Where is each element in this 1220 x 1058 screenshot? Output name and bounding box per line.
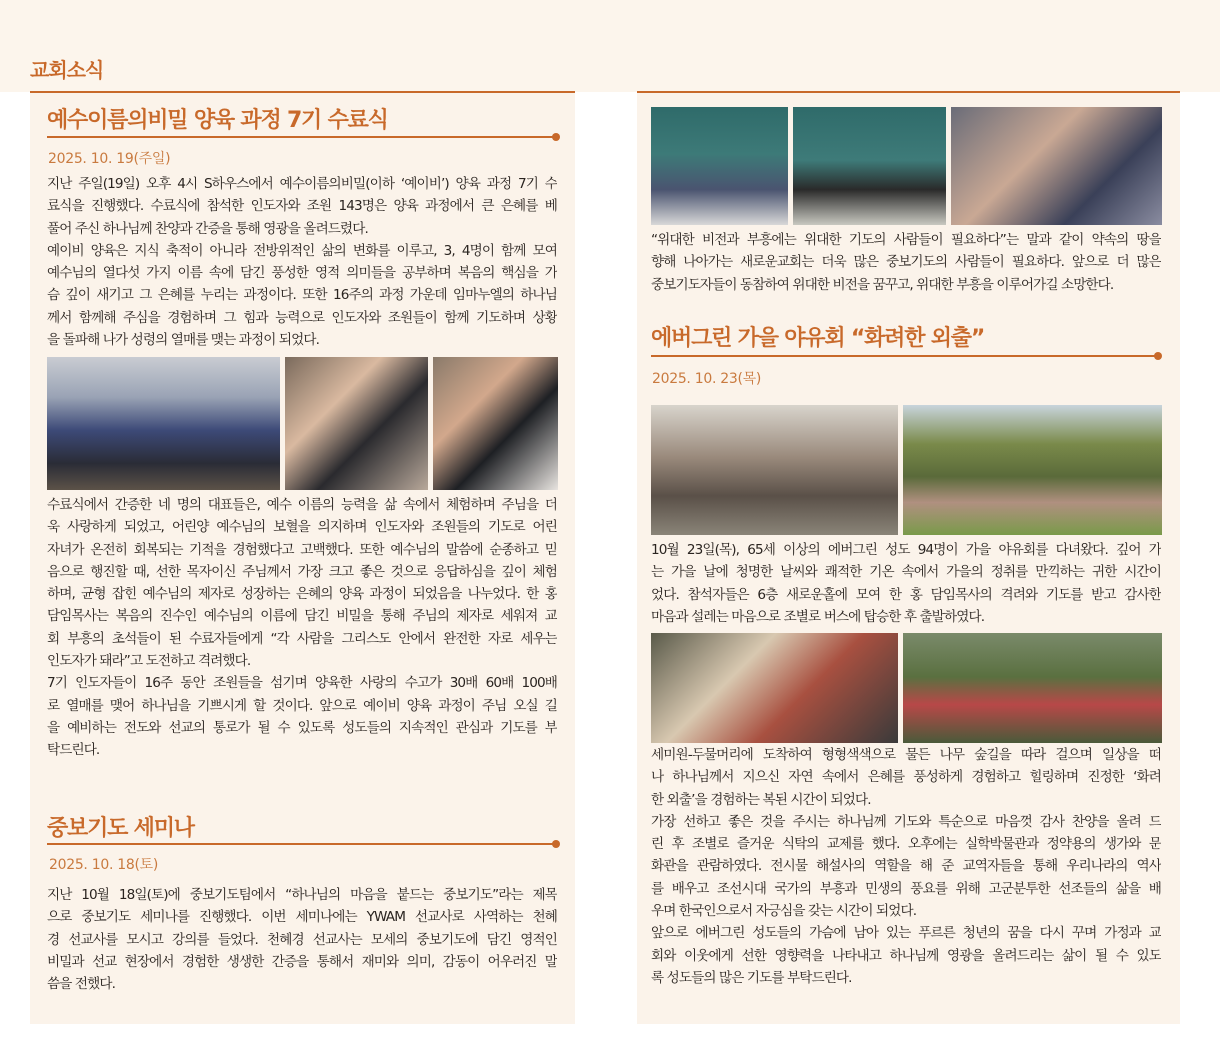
header-band xyxy=(0,0,1220,92)
article-date: 2025. 10. 19(주일) xyxy=(48,151,171,167)
text-line: 인도자가 돼라”고 도전하고 격려했다. xyxy=(47,653,251,670)
text-line: 린 후 조별로 즐거운 식탁의 교제를 했다. 오후에는 실학박물관과 정약용의 생가와 문 xyxy=(651,836,1161,853)
text-line: 욱 사랑하게 되었고, 어린양 예수님의 보혈을 의지하며 인도자와 조원들의 기도로 어린 xyxy=(47,519,557,536)
article-body xyxy=(47,884,557,995)
text-line: 회와 이웃에게 선한 영향력을 나타내고 하나님께 영광을 올려드리는 삶이 될 수 있도 xyxy=(651,947,1161,964)
title-rule xyxy=(47,136,556,138)
text-line: 로 열매를 맺어 하나님을 기쁘시게 할 것이다. 앞으로 예이비 양육 과정이 주님 오실 길 xyxy=(47,697,557,714)
photo-speaker-man xyxy=(651,107,788,225)
text-line: 7기 인도자들이 16주 동안 조원들을 섬기며 양육한 사랑의 수고가 30배 60배 100배 xyxy=(47,675,557,692)
text-line: 풀어 주신 하나님께 찬양과 간증을 통해 영광을 올려드렸다. xyxy=(47,220,368,237)
photo-forest-walk xyxy=(903,633,1162,743)
text-line: 를 배우고 조선시대 국가의 부흥과 민생의 풍요를 위해 고군분투한 선조들의 삶을 배 xyxy=(651,880,1161,897)
photo-group-outdoor xyxy=(903,405,1162,535)
text-line: 는 가을 날에 청명한 날씨와 쾌적한 기온 속에서 가을의 정취를 만끽하는 귀한 시간이 xyxy=(651,564,1161,581)
article-title: 예수이름의비밀 양육 과정 7기 수료식 xyxy=(47,108,388,133)
photo-speaker-woman xyxy=(793,107,946,225)
title-rule xyxy=(651,355,1158,357)
text-line: 담임목사는 복음의 진수인 예수님의 이름에 담긴 비밀을 통해 주님의 제자로 세워져 교 xyxy=(47,608,557,625)
photo-seniors-group xyxy=(651,633,898,743)
section-label: 교회소식 xyxy=(30,58,104,82)
article-date: 2025. 10. 18(토) xyxy=(49,857,159,873)
text-line: “위대한 비전과 부흥에는 위대한 기도의 사람들이 필요하다”는 말과 같이 약속의 땅을 xyxy=(651,232,1161,248)
text-line: 탁드린다. xyxy=(47,742,100,759)
text-line: 향해 나아가는 새로운교회는 더욱 많은 중보기도의 사람들이 필요하다. 앞으로 더 많은 xyxy=(651,254,1161,271)
article-body xyxy=(47,494,557,762)
text-line: 자녀가 온전히 회복되는 기적을 경험했다고 고백했다. 또한 예수님의 말씀에 순종하고 믿 xyxy=(47,541,557,558)
text-line: 10월 23일(목), 65세 이상의 에버그린 성도 94명이 가을 야유회를 다녀왔다. 깊어 가 xyxy=(651,542,1161,558)
text-line: 경 선교사를 모시고 강의를 들었다. 천혜경 선교사는 모세의 중보기도에 담긴 영적인 xyxy=(47,931,557,948)
text-line: 가장 선하고 좋은 것을 주시는 하나님께 기도와 특순으로 마음껏 감사 찬양을 올려 드 xyxy=(651,813,1161,830)
text-line: 슴 깊이 새기고 그 은혜를 누리는 과정이다. 또한 16주의 과정 가운데 임마누엘의 하나님 xyxy=(47,287,557,304)
text-line: 예수님의 열다섯 가지 이름 속에 담긴 풍성한 영적 의미들을 공부하며 복음의 핵심을 가 xyxy=(47,265,557,282)
text-line: 우며 한국인으로서 자긍심을 갖는 시간이 되었다. xyxy=(651,903,917,920)
text-line: 앞으로 에버그린 성도들의 가슴에 남아 있는 푸르른 청년의 꿈을 다시 꾸며 가정과 교 xyxy=(651,925,1161,942)
text-line: 으로 중보기도 세미나를 진행했다. 이번 세미나에는 YWAM 선교사로 사역하는 천혜 xyxy=(47,909,557,926)
photo-testimony xyxy=(433,357,558,490)
text-line: 마음과 설레는 마음으로 조별로 버스에 탑승한 후 출발하였다. xyxy=(651,608,985,625)
text-line: 었다. 참석자들은 6층 새로운홀에 모여 한 홍 담임목사의 격려와 기도를 받고 감사한 xyxy=(651,586,1161,603)
article-title: 중보기도 세미나 xyxy=(47,816,194,841)
article-title: 에버그린 가을 야유회 “화려한 외출” xyxy=(651,326,985,351)
title-rule xyxy=(47,843,556,845)
article-body xyxy=(47,173,557,351)
text-line: 비밀과 선교 현장에서 경험한 생생한 간증을 통해서 재미와 의미, 감동이 어우러진 말 xyxy=(47,953,557,970)
text-line: 을 돌파해 나가 성령의 열매를 맺는 과정이 되었다. xyxy=(47,332,319,349)
article-body xyxy=(651,539,1161,628)
article-date: 2025. 10. 23(목) xyxy=(652,371,762,387)
text-line: 세미원-두물머리에 도착하여 형형색색으로 물든 나무 숲길을 따라 걸으며 일상을 떠 xyxy=(651,747,1161,763)
text-line: 료식을 진행했다. 수료식에 참석한 인도자와 조원 143명은 양육 과정에서 큰 은혜를 베 xyxy=(47,198,557,215)
text-line: 께서 함께해 주심을 경험하며 그 힘과 능력으로 인도자와 조원들이 함께 기도하며 상황 xyxy=(47,309,557,326)
text-line: 지난 주일(19일) 오후 4시 S하우스에서 예수이름의비밀(이하 ‘예이비’) 양육 과정 7기 수 xyxy=(47,176,557,192)
text-line: 회 부흥의 초석들이 된 수료자들에게 “각 사람을 그리스도 안에서 완전한 자로 세우는 xyxy=(47,630,557,647)
text-line: 하며, 균형 잡힌 예수님의 제자로 성장하는 은혜의 양육 과정이 되었음을 나누었다. 한 홍 xyxy=(47,586,557,603)
text-line: 화관을 관람하였다. 전시물 해설사의 역할을 해 준 교역자들을 통해 우리나라의 역사 xyxy=(651,858,1161,875)
photo-group-hall xyxy=(651,405,898,535)
text-line: 지난 10월 18일(토)에 중보기도팀에서 “하나님의 마음을 붙드는 중보기도”라는 제목 xyxy=(47,887,557,903)
photo-graduation-hall xyxy=(47,357,280,490)
text-line: 예이비 양육은 지식 축적이 아니라 전방위적인 삶의 변화를 이루고, 3, 4명이 함께 모여 xyxy=(47,242,557,259)
photo-participants xyxy=(285,357,428,490)
text-line: 중보기도자들이 동참하여 위대한 비전을 꿈꾸고, 위대한 부흥을 이루어가길 소망한다. xyxy=(651,276,1114,293)
text-line: 씀을 전했다. xyxy=(47,976,115,993)
text-line: 나 하나님께서 지으신 자연 속에서 은혜를 풍성하게 경험하고 힐링하며 진정한 ‘화려 xyxy=(651,769,1161,786)
text-line: 록 성도들의 많은 기도를 부탁드린다. xyxy=(651,969,852,986)
text-line: 한 외출’을 경험하는 복된 시간이 되었다. xyxy=(651,791,871,808)
text-line: 을 예비하는 전도와 선교의 통로가 될 수 있도록 성도들의 지속적인 관심과 기도를 부 xyxy=(47,719,557,736)
article-body xyxy=(651,744,1161,989)
photo-praying-congregation xyxy=(951,107,1162,225)
text-line: 음으로 행진할 때, 선한 목자이신 주님께서 가장 크고 좋은 것으로 응답하심을 깊이 체험 xyxy=(47,563,557,580)
article-body xyxy=(651,229,1161,296)
text-line: 수료식에서 간증한 네 명의 대표들은, 예수 이름의 능력을 삶 속에서 체험하며 주님을 더 xyxy=(47,497,557,513)
